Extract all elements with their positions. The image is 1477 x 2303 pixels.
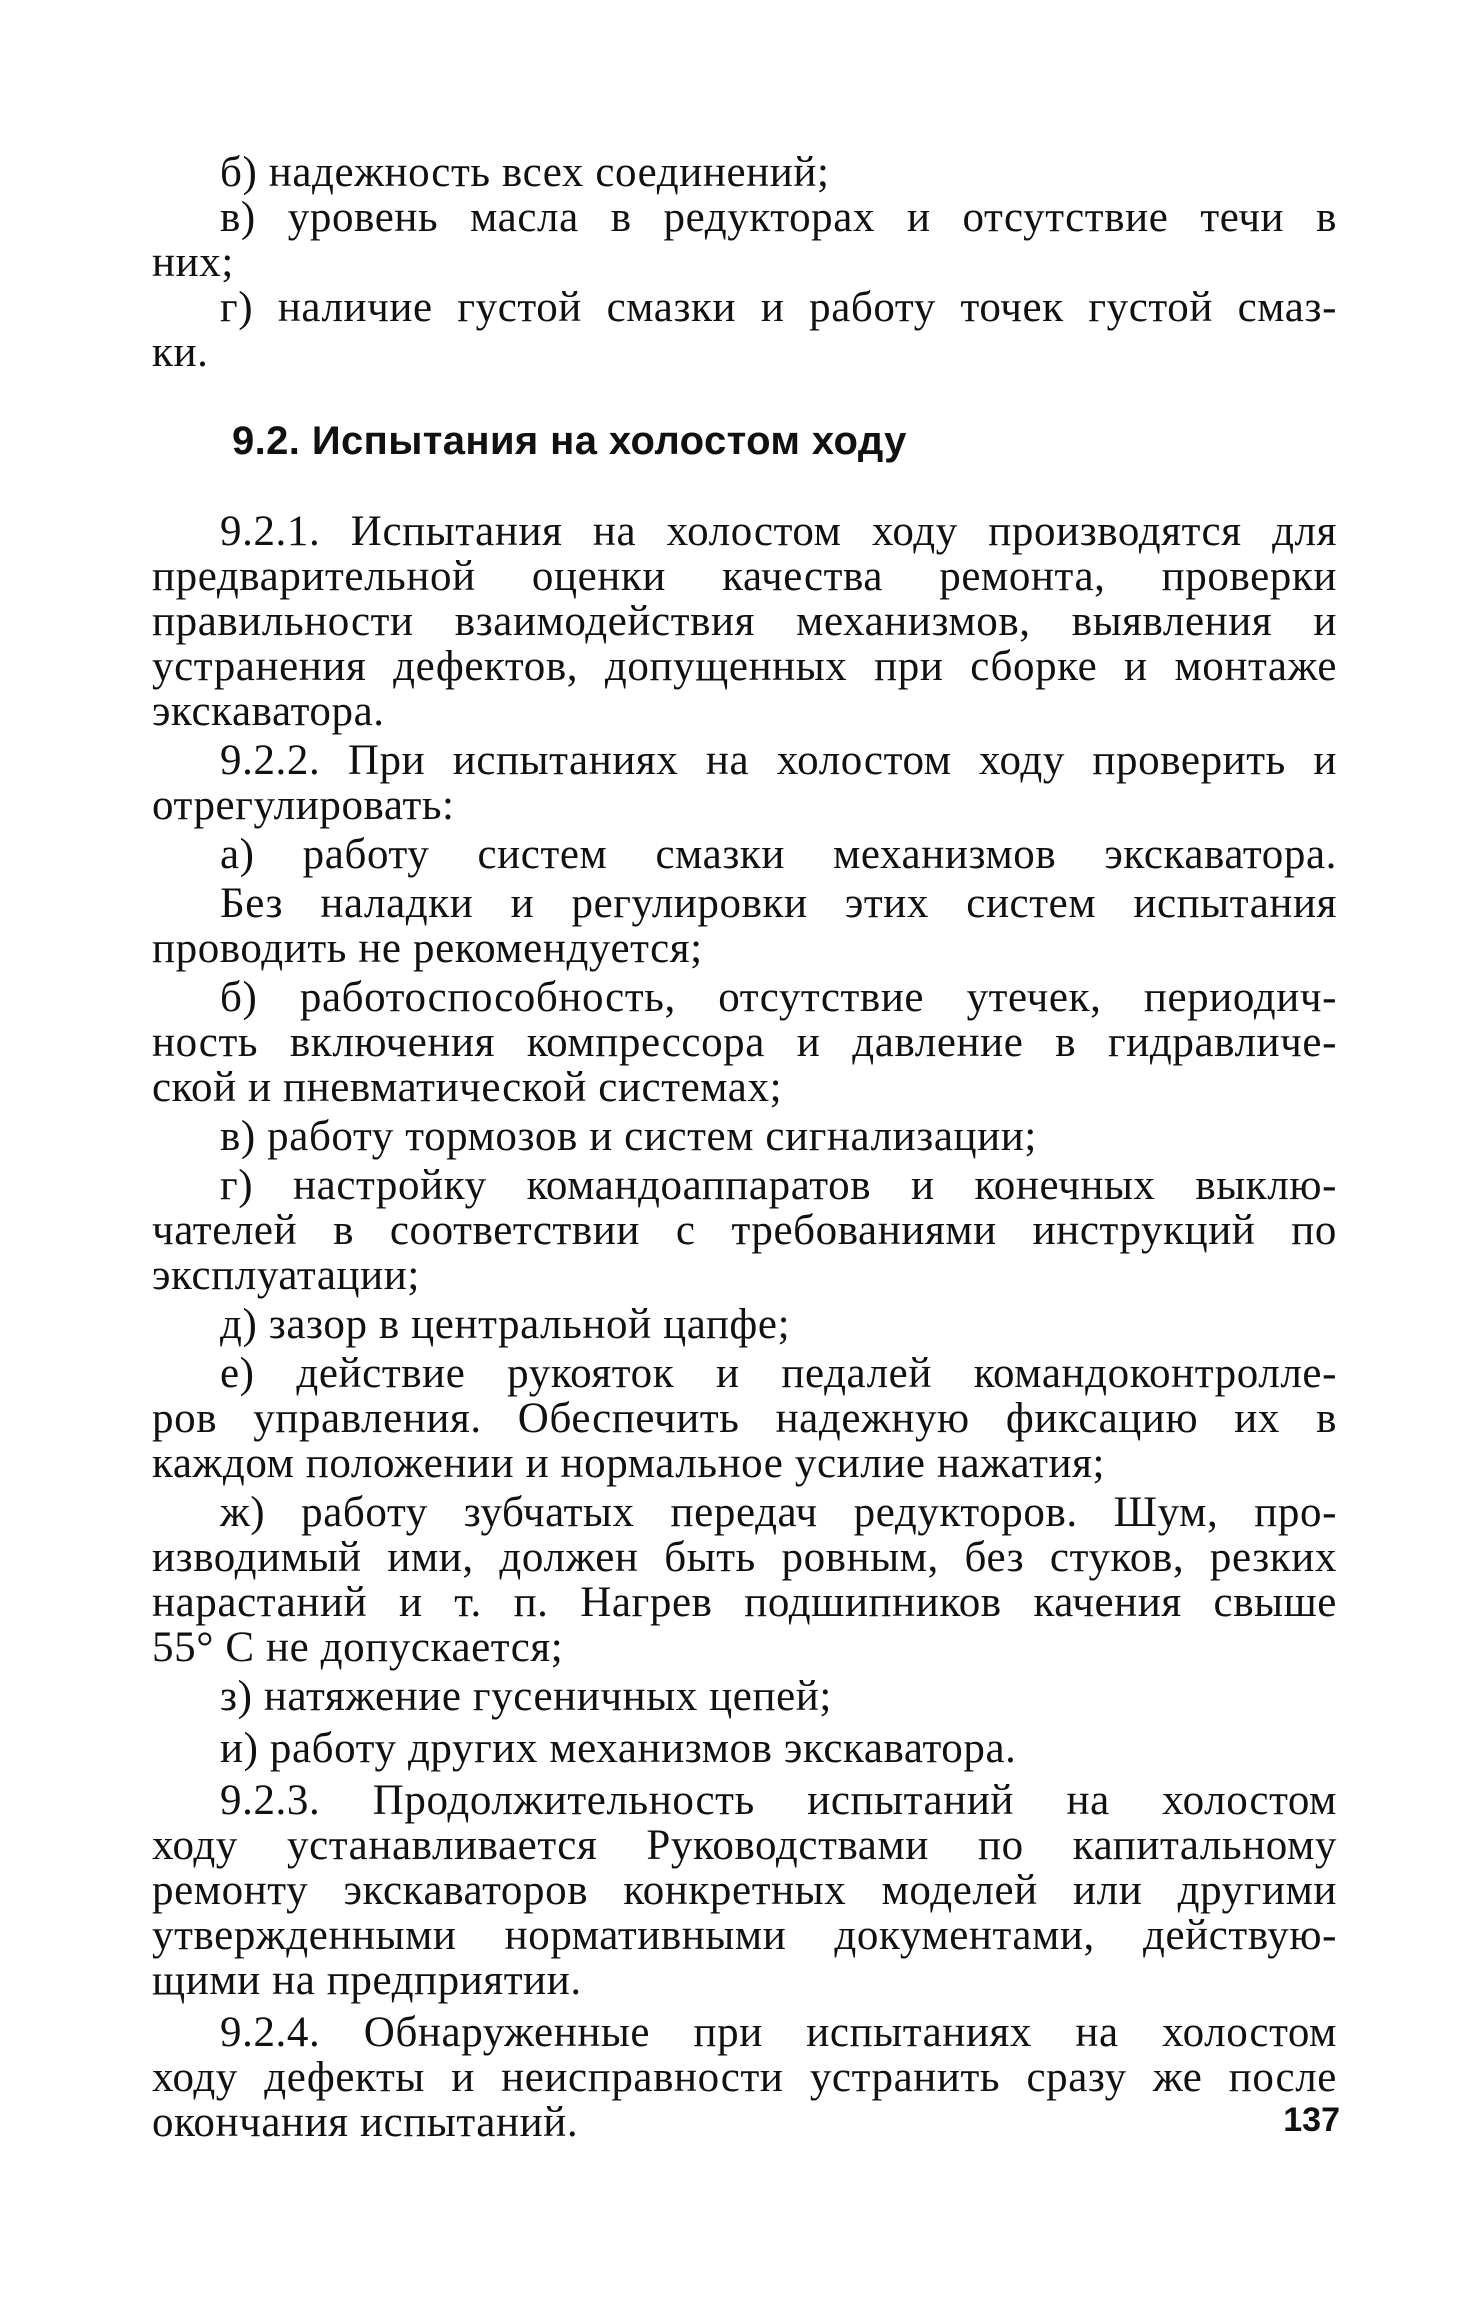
text-line: 9.2.1. Испытания на холостом ходу производятся для	[220, 508, 1337, 555]
text-line: утвержденными нормативными документами, действую-	[152, 1912, 1337, 1959]
text-line: устранения дефектов, допущенных при сборке и монтаже	[152, 643, 1337, 690]
text-line: отрегулировать:	[152, 782, 455, 829]
text-line: окончания испытаний.	[152, 2099, 579, 2146]
text-line: изводимый ими, должен быть ровным, без стуков, резких	[152, 1534, 1337, 1581]
text-line: ров управления. Обеспечить надежную фиксацию их в	[152, 1395, 1337, 1442]
text-line: Без наладки и регулировки этих систем испытания	[220, 880, 1337, 927]
text-line: эксплуатации;	[152, 1252, 420, 1299]
text-line: ходу устанавливается Руководствами по капитальному	[152, 1822, 1337, 1869]
page-text	[152, 150, 1337, 2145]
text-line: 9.2.4. Обнаруженные при испытаниях на холостом	[220, 2009, 1337, 2056]
text-line: 9.2.3. Продолжительность испытаний на холостом	[220, 1777, 1337, 1824]
text-line: 55° С не допускается;	[152, 1624, 564, 1671]
text-line: них;	[152, 239, 234, 286]
text-line: нарастаний и т. п. Нагрев подшипников качения свыше	[152, 1579, 1337, 1626]
text-line: г) настройку командоаппаратов и конечных выклю-	[220, 1162, 1337, 1209]
text-line: и) работу других механизмов экскаватора.	[220, 1725, 1017, 1772]
section-heading: 9.2. Испытания на холостом ходу	[232, 419, 907, 463]
text-line: каждом положении и нормальное усилие нажатия;	[152, 1440, 1106, 1487]
text-line: ки.	[152, 329, 209, 376]
text-line: чателей в соответствии с требованиями инструкций по	[152, 1207, 1337, 1254]
text-line: б) надежность всех соединений;	[220, 149, 830, 196]
text-line: в) уровень масла в редукторах и отсутствие течи в	[220, 194, 1337, 241]
text-line: б) работоспособность, отсутствие утечек, периодич-	[220, 974, 1337, 1021]
text-line: ремонту экскаваторов конкретных моделей или другими	[152, 1867, 1337, 1914]
text-line: щими на предприятии.	[152, 1957, 582, 2004]
text-line: предварительной оценки качества ремонта, проверки	[152, 553, 1337, 600]
text-line: в) работу тормозов и систем сигнализации;	[220, 1113, 1037, 1160]
text-line: проводить не рекомендуется;	[152, 925, 703, 972]
text-line: экскаватора.	[152, 688, 385, 735]
text-line: ность включения компрессора и давление в гидравличе-	[152, 1019, 1337, 1066]
text-line: 9.2.2. При испытаниях на холостом ходу проверить и	[220, 737, 1337, 784]
text-line: а) работу систем смазки механизмов экскаватора.	[220, 831, 1337, 878]
text-line: ской и пневматической системах;	[152, 1064, 783, 1111]
text-line: ж) работу зубчатых передач редукторов. Шум, про-	[220, 1489, 1337, 1536]
text-line: г) наличие густой смазки и работу точек густой смаз-	[220, 284, 1337, 331]
text-line: е) действие рукояток и педалей командоконтролле-	[220, 1350, 1337, 1397]
page-number: 137	[1283, 2101, 1340, 2139]
text-line: д) зазор в центральной цапфе;	[220, 1301, 791, 1348]
text-line: з) натяжение гусеничных цепей;	[220, 1673, 832, 1720]
text-line: правильности взаимодействия механизмов, выявления и	[152, 598, 1337, 645]
text-line: ходу дефекты и неисправности устранить сразу же после	[152, 2054, 1337, 2101]
